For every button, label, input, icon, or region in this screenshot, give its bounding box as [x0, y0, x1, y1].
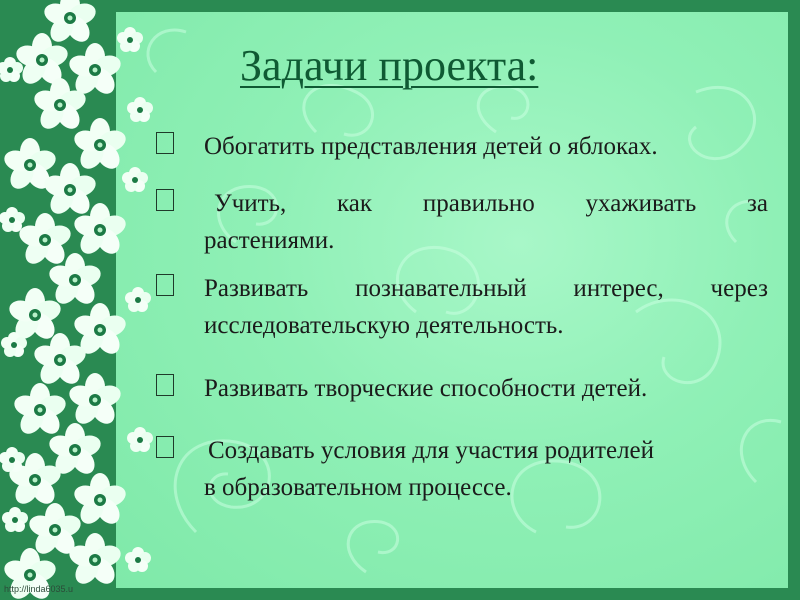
- bullet-box-icon: [156, 189, 174, 211]
- task-item-3: [156, 270, 768, 346]
- task-line: Развивать познавательный интерес, через: [204, 275, 768, 302]
- bullet-box-icon: [156, 374, 174, 396]
- slide-title: Задачи проекта:: [240, 41, 539, 90]
- task-line: в образовательном процессе.: [204, 474, 512, 501]
- task-item-1: [156, 128, 768, 168]
- task-text: Развивать творческие способности детей.: [204, 375, 648, 402]
- floral-border: [0, 0, 160, 600]
- task-text: [204, 270, 768, 344]
- task-item-5: [156, 432, 768, 508]
- task-item-4: [156, 370, 768, 410]
- task-line: исследовательскую деятельность.: [204, 312, 564, 339]
- source-url: http://linda6035.u: [4, 584, 74, 594]
- bullet-box-icon: [156, 436, 174, 458]
- task-line: Учить, как правильно ухаживать за: [214, 190, 768, 217]
- task-line: Создавать условия для участия родителей: [208, 437, 655, 464]
- task-text: [204, 185, 768, 259]
- bullet-box-icon: [156, 274, 174, 296]
- task-text: Обогатить представления детей о яблоках.: [204, 133, 658, 160]
- task-item-2: [156, 185, 768, 261]
- bullet-box-icon: [156, 132, 174, 154]
- task-text: [204, 432, 768, 506]
- task-line: растениями.: [204, 227, 335, 254]
